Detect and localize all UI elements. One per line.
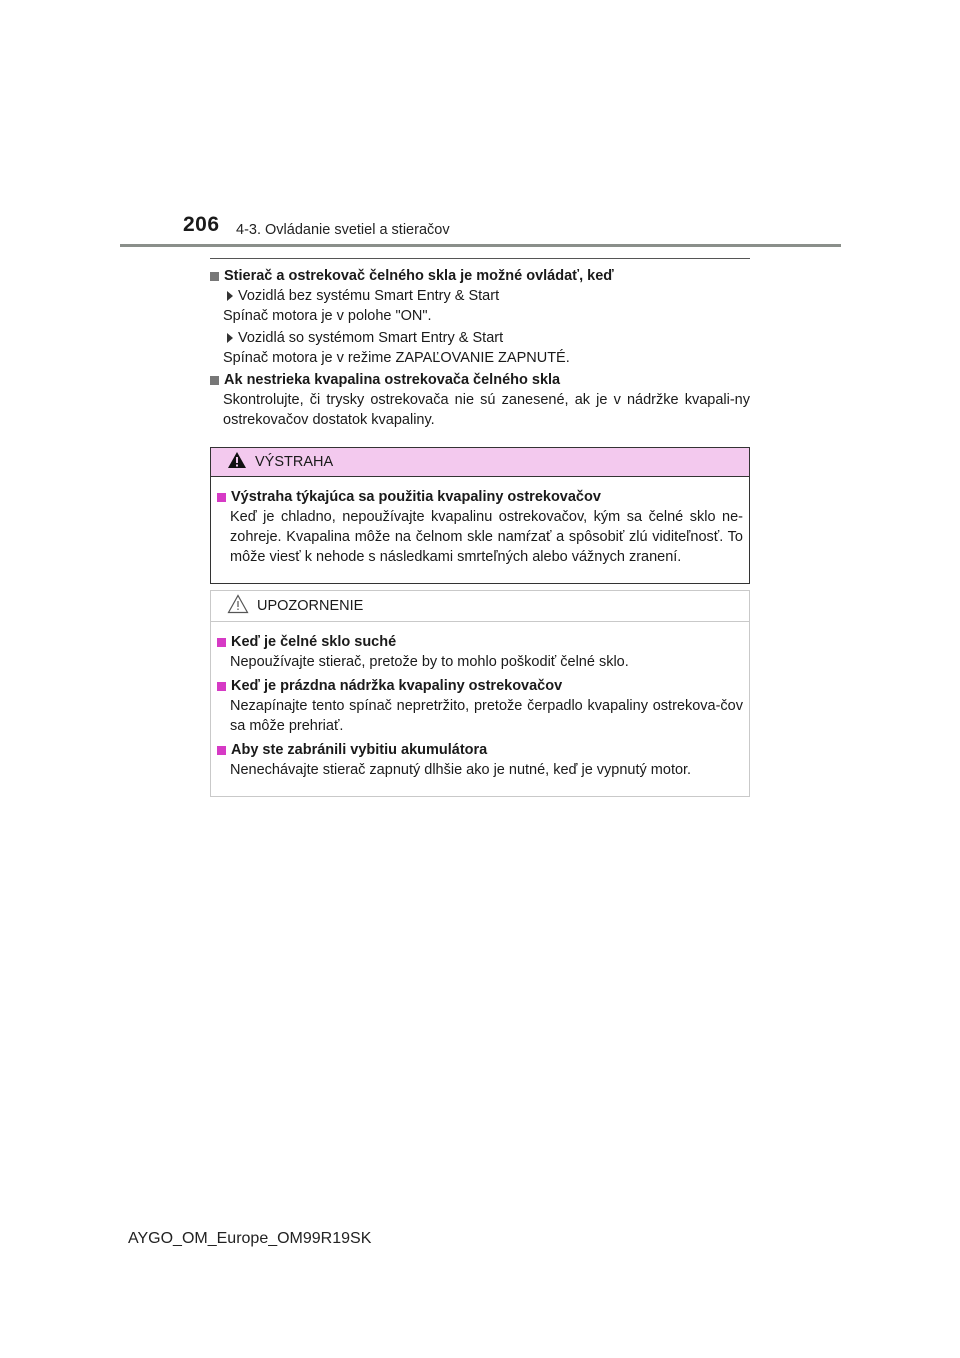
warning-item (217, 487, 743, 567)
arrow-bullet-icon (227, 291, 233, 301)
document-id-footer: AYGO_OM_Europe_OM99R19SK (128, 1230, 372, 1247)
square-bullet-icon (217, 493, 226, 502)
square-bullet-icon (210, 272, 219, 281)
caution-item-text: Nezapínajte tento spínač nepretržito, pretože čerpadlo kvapaliny ostrekova-čov sa môže prehriať. (230, 698, 743, 734)
caution-title: UPOZORNENIE (257, 598, 364, 614)
paragraph: Spínač motora je v režime ZAPAĽOVANIE ZAPNUTÉ. (223, 350, 570, 366)
content-divider (210, 258, 750, 259)
square-bullet-icon (217, 682, 226, 691)
main-content (210, 258, 750, 432)
caution-item-text: Nepoužívajte stierač, pretože by to mohlo poškodiť čelné sklo. (230, 654, 629, 670)
vehicle-variant-label: Vozidlá so systémom Smart Entry & Start (238, 330, 504, 346)
warning-title: VÝSTRAHA (255, 454, 334, 470)
caution-item-heading: Keď je prázdna nádržka kvapaliny ostrekovačov (231, 678, 563, 694)
warning-triangle-icon (227, 451, 247, 473)
caution-box (210, 590, 750, 797)
paragraph: Skontrolujte, či trysky ostrekovača nie sú zanesené, ak je v nádržke kvapali-ny ostrekovačov dostatok kvapaliny. (223, 392, 750, 428)
section-no-fluid (210, 370, 750, 430)
caution-item-heading: Aby ste zabránili vybitiu akumulátora (231, 742, 488, 758)
square-bullet-icon (210, 376, 219, 385)
header-divider (120, 244, 841, 247)
warning-header (211, 448, 749, 477)
warning-box (210, 447, 750, 584)
arrow-bullet-icon (227, 333, 233, 343)
caution-header (211, 591, 749, 622)
page-number: 206 (183, 213, 220, 236)
square-bullet-icon (217, 638, 226, 647)
paragraph: Spínač motora je v polohe "ON". (223, 308, 432, 324)
chapter-title: 4-3. Ovládanie svetiel a stieračov (236, 222, 450, 238)
caution-item (217, 676, 743, 736)
warning-item-text: Keď je chladno, nepoužívajte kvapalinu ostrekovačov, kým sa čelné sklo ne-zohreje. Kvapalina môže na čelnom skle namŕzať a spôsobiť zlú viditeľnosť. To môže viesť k nehode s následkami smrteľných alebo vážnych zranení. (230, 509, 743, 565)
caution-item (217, 632, 743, 672)
section-operation-conditions (210, 266, 750, 368)
warning-item-heading: Výstraha týkajúca sa použitia kvapaliny ostrekovačov (231, 489, 601, 505)
caution-item-text: Nenechávajte stierač zapnutý dlhšie ako je nutné, keď je vypnutý motor. (230, 762, 692, 778)
caution-item (217, 740, 743, 780)
square-bullet-icon (217, 746, 226, 755)
section-heading: Stierač a ostrekovač čelného skla je možné ovládať, keď (224, 268, 614, 284)
vehicle-variant-label: Vozidlá bez systému Smart Entry & Start (238, 288, 500, 304)
section-heading: Ak nestrieka kvapalina ostrekovača čelného skla (224, 372, 561, 388)
caution-item-heading: Keď je čelné sklo suché (231, 634, 397, 650)
caution-triangle-outline-icon (227, 594, 249, 618)
